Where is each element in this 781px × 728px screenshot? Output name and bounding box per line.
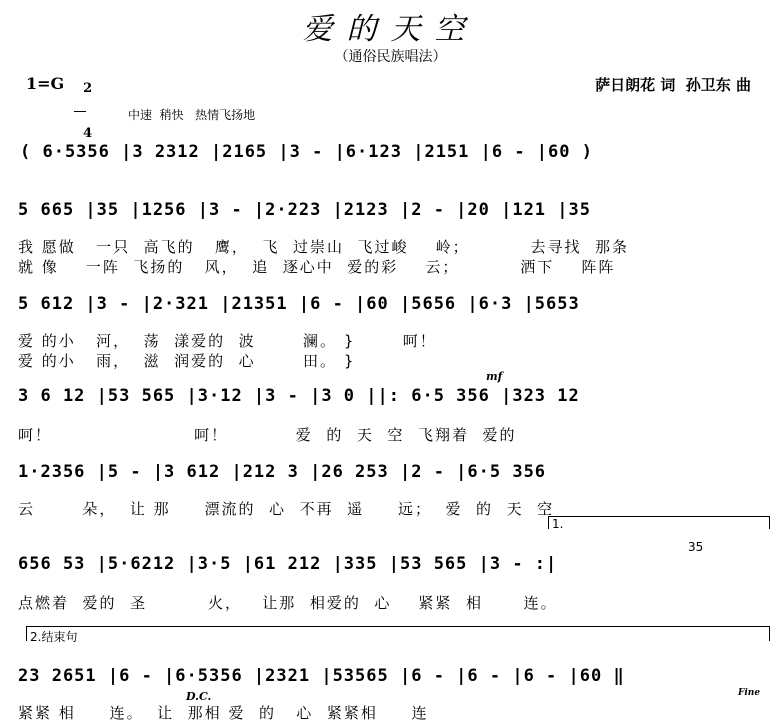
- song-title: 爱的天空: [302, 12, 479, 47]
- volta-2-label: 2.结束句: [30, 630, 78, 644]
- time-signature-line: [74, 111, 86, 112]
- key-signature: 1=G: [26, 74, 65, 93]
- lyric-line-4: 呵！ 呵！ 爱 的 天 空 飞翔着 爱的: [18, 426, 517, 444]
- score-line-2: 5 665 |35 |1256 |3 - |2·223 |2123 |2 - |20 |121 |35: [18, 200, 591, 220]
- score-line-6: 656 53 |5·6212 |3·5 |61 212 |335 |53 565 |3 - :|: [18, 554, 558, 574]
- score-line-4: 3 6 12 |53 565 |3·12 |3 - |3 0 ||: 6·5 356 |323 12: [18, 386, 580, 406]
- time-signature-top: 2: [83, 81, 93, 96]
- time-signature-bottom: 4: [83, 126, 93, 141]
- dynamic-mf: mf: [486, 370, 503, 383]
- score-line-1: ( 6·5356 |3 2312 |2165 |3 - |6·123 |2151 |6 - |60 ): [20, 142, 593, 162]
- volta-2-bracket: [26, 626, 770, 641]
- song-subtitle: （通俗民族唱法）: [334, 49, 447, 65]
- lyric-line-6: 点燃着 爱的 圣 火， 让那 相爱的 心 紧紧 相 连。: [18, 594, 558, 612]
- tempo-marking: 中速 稍快 热情飞扬地: [128, 108, 256, 122]
- lyric-line-2a: 我 愿做 一只 高飞的 鹰， 飞 过崇山 飞过峻 岭； 去寻找 那条: [18, 238, 630, 256]
- lyric-line-3a: 爱 的小 河， 荡 漾爱的 波 澜。 } 呵！: [18, 332, 437, 350]
- grace-notes: 35: [688, 540, 704, 554]
- fine-marking: Fine: [738, 688, 761, 698]
- volta-1-label: 1.: [552, 517, 564, 531]
- score-line-7: 23 2651 |6 - |6·5356 |2321 |53565 |6 - |6 - |6 - |60 ‖: [18, 666, 625, 686]
- time-signature: [74, 68, 92, 141]
- lyric-line-2b: 就 像 一阵 飞扬的 风， 追 逐心中 爱的彩 云； 洒下 阵阵: [18, 258, 616, 276]
- lyric-line-3b: 爱 的小 雨， 滋 润爱的 心 田。 }: [18, 352, 356, 370]
- score-line-5: 1·2356 |5 - |3 612 |212 3 |26 253 |2 - |6·5 356: [18, 462, 547, 482]
- score-line-3: 5 612 |3 - |2·321 |21351 |6 - |60 |5656 |6·3 |5653: [18, 294, 580, 314]
- volta-1-bracket: [548, 516, 770, 529]
- lyric-line-5: 云 朵， 让 那 漂流的 心 不再 遥 远； 爱 的 天 空: [18, 500, 555, 518]
- dc-marking: D.C.: [186, 690, 212, 703]
- credits: 萨日朗花 词 孙卫东 曲: [595, 76, 751, 94]
- lyric-line-7: 紧紧 相 连。 让 那相 爱 的 心 紧紧相 连: [18, 704, 429, 722]
